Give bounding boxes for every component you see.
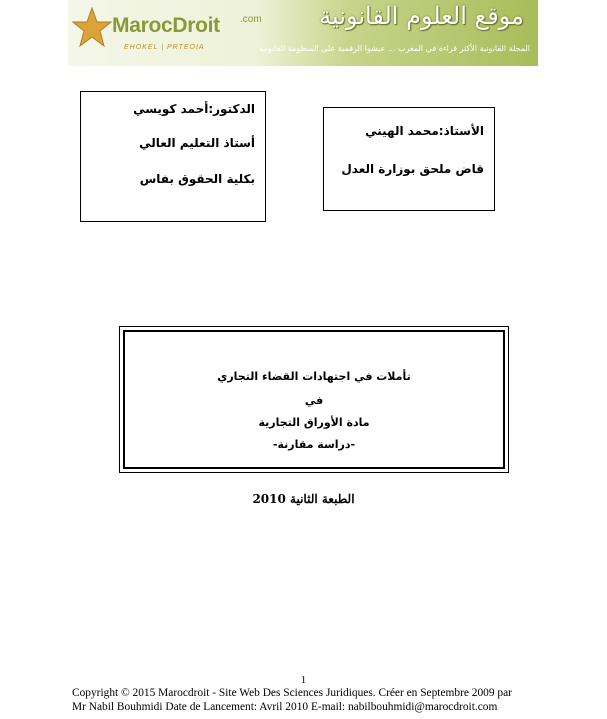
title-line-3: مادة الأوراق التجارية — [258, 416, 370, 429]
author-left-position: أستاذ التعليم العالي — [139, 136, 255, 150]
footer-line-2: Mr Nabil Bouhmidi Date de Lancement: Avril 2010 E-mail: nabilbouhmidi@marocdroit.com — [72, 701, 498, 713]
author-right-position: قاض ملحق بوزارة العدل — [341, 162, 484, 176]
logo-tagline: EHOKEL | PRTEOIA — [124, 44, 205, 51]
author-box-left — [80, 91, 266, 222]
logo-domain: .com — [240, 14, 262, 25]
footer-line-1: Copyright © 2015 Marocdroit - Site Web Des Sciences Juridiques. Créer en Septembre 2009 par — [72, 687, 512, 699]
author-left-name: الدكتور:أحمد كويسي — [133, 102, 255, 116]
title-line-1: تأملات في اجتهادات القضاء التجاري — [217, 370, 411, 383]
title-line-4: -دراسة مقارنة- — [272, 438, 356, 451]
banner-arabic-title: موقع العلوم القانونية — [319, 2, 524, 30]
logo-text: MarocDroit — [112, 14, 220, 37]
header-banner — [68, 0, 538, 66]
author-box-right — [323, 107, 495, 211]
title-line-2: في — [304, 394, 324, 407]
banner-arabic-subtitle: المجلة القانونية الأكثر قراءة في المغرب ... عيشوا الرقمية على المنظومة القانونية — [258, 44, 530, 53]
edition-label: الطبعة الثانية 2010 — [252, 492, 355, 506]
copyright-footer — [72, 686, 552, 714]
author-left-faculty: بكلية الحقوق بفاس — [139, 172, 255, 186]
star-logo-icon — [72, 6, 112, 48]
title-frame — [119, 326, 509, 473]
author-right-name: الأستاذ:محمد الهيني — [365, 124, 484, 138]
title-frame-inner — [123, 330, 505, 469]
page-number: 1 — [300, 674, 307, 686]
